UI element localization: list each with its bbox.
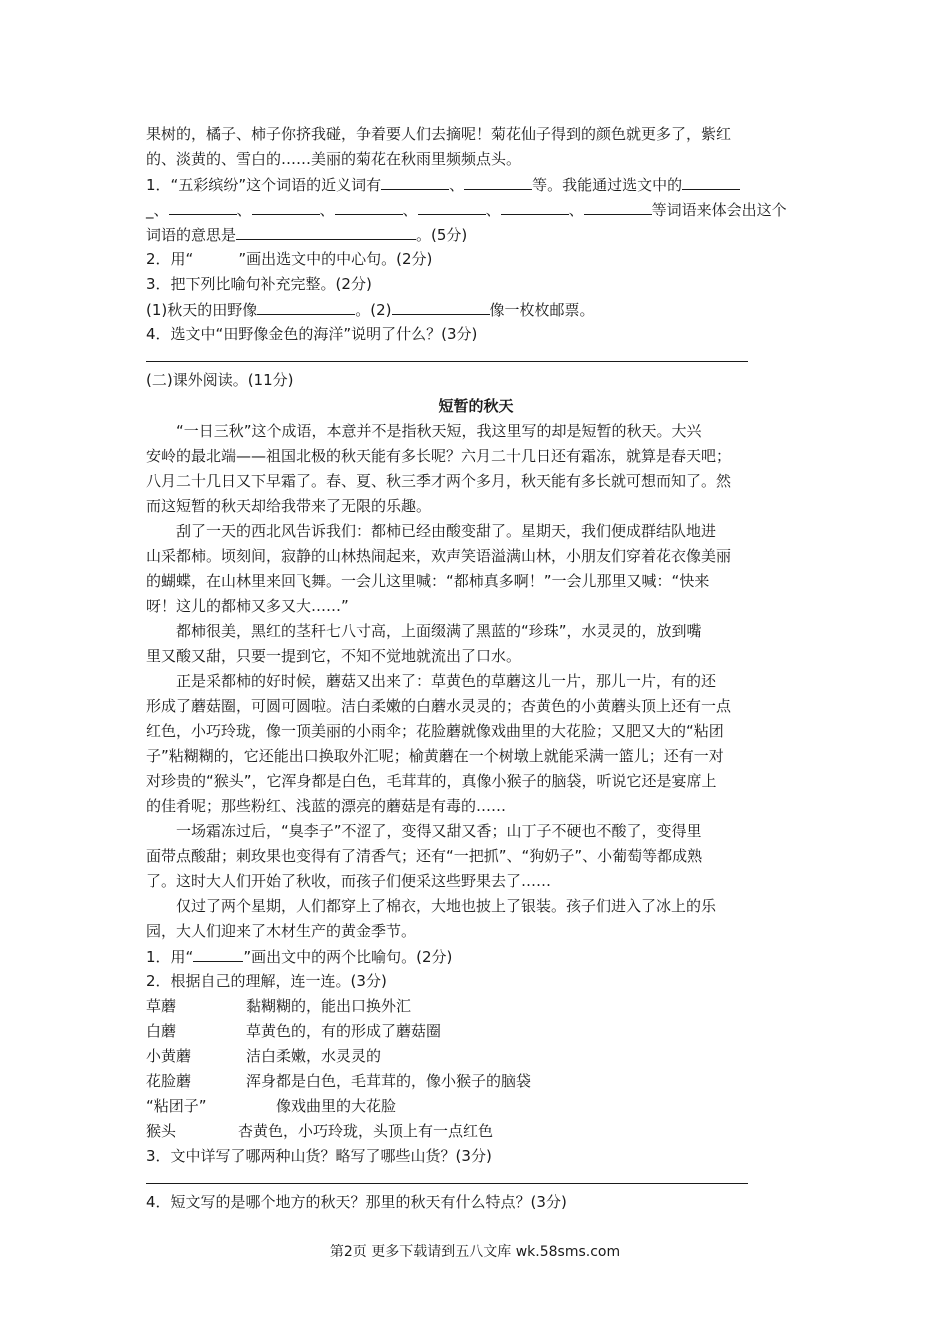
article-body: [146, 419, 806, 944]
match-left-item[interactable]: “粘团子”: [146, 1097, 207, 1115]
answer-blank[interactable]: [682, 172, 740, 190]
question-4: 4．选文中“田野像金色的海洋”说明了什么？(3分): [146, 325, 478, 343]
match-row[interactable]: [146, 1094, 806, 1119]
match-row[interactable]: [146, 1044, 806, 1069]
section-heading: (二)课外阅读。(11分): [146, 371, 294, 389]
question-text: 1．用“: [146, 948, 194, 966]
article-line: 子”粘糊糊的，它还能出口换取外汇呢；榆黄蘑在一个树墩上就能采满一篮儿；还有一对: [146, 747, 724, 765]
answer-blank[interactable]: [418, 197, 486, 215]
question-2: 2．用“ ”画出选文中的中心句。(2分): [146, 250, 433, 268]
answer-blank[interactable]: [252, 197, 320, 215]
article-line: 红色，小巧玲珑，像一顶美丽的小雨伞；花脸蘑就像戏曲里的大花脸；又肥又大的“粘团: [146, 722, 724, 740]
match-right-item[interactable]: 黏糊糊的，能出口换外汇: [246, 997, 412, 1015]
article-line: 仅过了两个星期，人们都穿上了棉衣，大地也披上了银装。孩子们进入了冰上的乐: [176, 897, 717, 915]
question-1: [146, 172, 806, 197]
separator: 、: [236, 201, 252, 219]
match-left-item[interactable]: 白蘑: [146, 1022, 177, 1040]
separator: 、: [319, 201, 335, 219]
article-line: 对珍贵的“猴头”，它浑身都是白色，毛茸茸的，真像小猴子的脑袋，听说它还是宴席上: [146, 772, 717, 790]
question-3: 3．文中详写了哪两种山货？略写了哪些山货？(3分): [146, 1147, 492, 1165]
separator: _、: [146, 201, 169, 219]
intro-line: 果树的，橘子、柿子你挤我碰，争着要人们去摘呢！菊花仙子得到的颜色就更多了，紫红: [146, 125, 732, 143]
article-title: 短暂的秋天: [438, 397, 514, 415]
question-1-cont: [146, 197, 806, 222]
question-text: 词语的意思是: [146, 226, 237, 244]
article-line: 里又酸又甜，只要一提到它，不知不觉地就流出了口水。: [146, 647, 522, 665]
answer-blank[interactable]: [501, 197, 569, 215]
question-1-cont: [146, 222, 806, 247]
question-text: 等词语来体会出这个: [651, 201, 787, 219]
article-line: 园，大人们迎来了木材生产的黄金季节。: [146, 922, 417, 940]
article-line: 而这短暂的秋天却给我带来了无限的乐趣。: [146, 497, 432, 515]
matching-list: [146, 994, 806, 1144]
answer-blank[interactable]: [169, 197, 237, 215]
answer-blank[interactable]: [257, 297, 355, 315]
page-footer: 第2页 更多下载请到五八文库 wk.58sms.com: [329, 1244, 621, 1260]
article-line: 的蝴蝶，在山林里来回飞舞。一会儿这里喊：“都柿真多啊！”一会儿那里又喊：“快来: [146, 572, 710, 590]
intro-line: 的、淡黄的、雪白的……美丽的菊花在秋雨里频频点头。: [146, 150, 522, 168]
article-line: 形成了蘑菇圈，可圆可圆啦。洁白柔嫩的白蘑水灵灵的；杏黄色的小黄蘑头顶上还有一点: [146, 697, 732, 715]
separator: 、: [485, 201, 501, 219]
article-line: 的佳肴呢；那些粉红、浅蓝的漂亮的蘑菇是有毒的……: [146, 797, 507, 815]
article-line: 八月二十几日又下早霜了。春、夏、秋三季才两个多月，秋天能有多长就可想而知了。然: [146, 472, 732, 490]
question-3-fill: [146, 297, 806, 322]
question-3: 3．把下列比喻句补充完整。(2分): [146, 275, 372, 293]
article-line: 一场霜冻过后，“臭李子”不涩了，变得又甜又香；山丁子不硬也不酸了，变得里: [176, 822, 702, 840]
question-text: (1)秋天的田野像: [146, 301, 258, 319]
match-row[interactable]: [146, 1119, 806, 1144]
match-left-item[interactable]: 猴头: [146, 1122, 177, 1140]
match-row[interactable]: [146, 1069, 806, 1094]
match-row[interactable]: [146, 994, 806, 1019]
article-line: 了。这时大人们开始了秋收，而孩子们便采这些野果去了……: [146, 872, 552, 890]
question-text: ”画出文中的两个比喻句。(2分): [243, 948, 453, 966]
match-right-item[interactable]: 浑身都是白色，毛茸茸的，像小猴子的脑袋: [246, 1072, 532, 1090]
article-line: 都柿很美，黑红的茎秆七八寸高，上面缀满了黑蓝的“珍珠”，水灵灵的，放到嘴: [176, 622, 702, 640]
match-right-item[interactable]: 杏黄色，小巧玲珑，头顶上有一点红色: [238, 1122, 494, 1140]
answer-blank[interactable]: [236, 222, 416, 240]
separator: 、: [402, 201, 418, 219]
article-line: 面带点酸甜；刺玫果也变得有了清香气；还有“一把抓”、“狗奶子”、小葡萄等都成熟: [146, 847, 703, 865]
question-4: 4．短文写的是哪个地方的秋天？那里的秋天有什么特点？(3分): [146, 1193, 567, 1211]
question-text: 1．“五彩缤纷”这个词语的近义词有: [146, 176, 382, 194]
question-2: 2．根据自己的理解，连一连。(3分): [146, 972, 387, 990]
separator: 、: [568, 201, 584, 219]
article-line: 呀！这儿的都柿又多又大……”: [146, 597, 349, 615]
article-line: 山采都柿。顷刻间，寂静的山林热闹起来，欢声笑语溢满山林，小朋友们穿着花衣像美丽: [146, 547, 732, 565]
article-line: “一日三秋”这个成语，本意并不是指秋天短，我这里写的却是短暂的秋天。大兴: [176, 422, 702, 440]
answer-blank[interactable]: [335, 197, 403, 215]
match-left-item[interactable]: 小黄蘑: [146, 1047, 192, 1065]
question-text: 像一枚枚邮票。: [489, 301, 595, 319]
answer-line[interactable]: [146, 1183, 748, 1184]
question-text: 等。我能通过选文中的: [532, 176, 683, 194]
match-left-item[interactable]: 草蘑: [146, 997, 177, 1015]
match-right-item[interactable]: 洁白柔嫩，水灵灵的: [246, 1047, 382, 1065]
answer-blank[interactable]: [584, 197, 652, 215]
worksheet-page: [146, 122, 806, 1215]
answer-blank[interactable]: [392, 297, 490, 315]
separator: 、: [449, 176, 465, 194]
article-line: 正是采都柿的好时候，蘑菇又出来了：草黄色的草蘑这儿一片，那儿一片，有的还: [176, 672, 717, 690]
answer-blank[interactable]: [381, 172, 449, 190]
match-left-item[interactable]: 花脸蘑: [146, 1072, 192, 1090]
question-text: 。(2): [355, 301, 392, 319]
article-line: 安岭的最北端——祖国北极的秋天能有多长呢？六月二十几日还有霜冻，就算是春天吧；: [146, 447, 732, 465]
match-right-item[interactable]: 像戏曲里的大花脸: [276, 1097, 397, 1115]
answer-blank[interactable]: [193, 944, 243, 962]
answer-blank[interactable]: [464, 172, 532, 190]
question-text: 。(5分): [416, 226, 468, 244]
question-1: [146, 944, 806, 969]
answer-line[interactable]: [146, 361, 748, 362]
match-right-item[interactable]: 草黄色的，有的形成了蘑菇圈: [246, 1022, 442, 1040]
match-row[interactable]: [146, 1019, 806, 1044]
article-line: 刮了一天的西北风告诉我们：都柿已经由酸变甜了。星期天，我们便成群结队地进: [176, 522, 717, 540]
